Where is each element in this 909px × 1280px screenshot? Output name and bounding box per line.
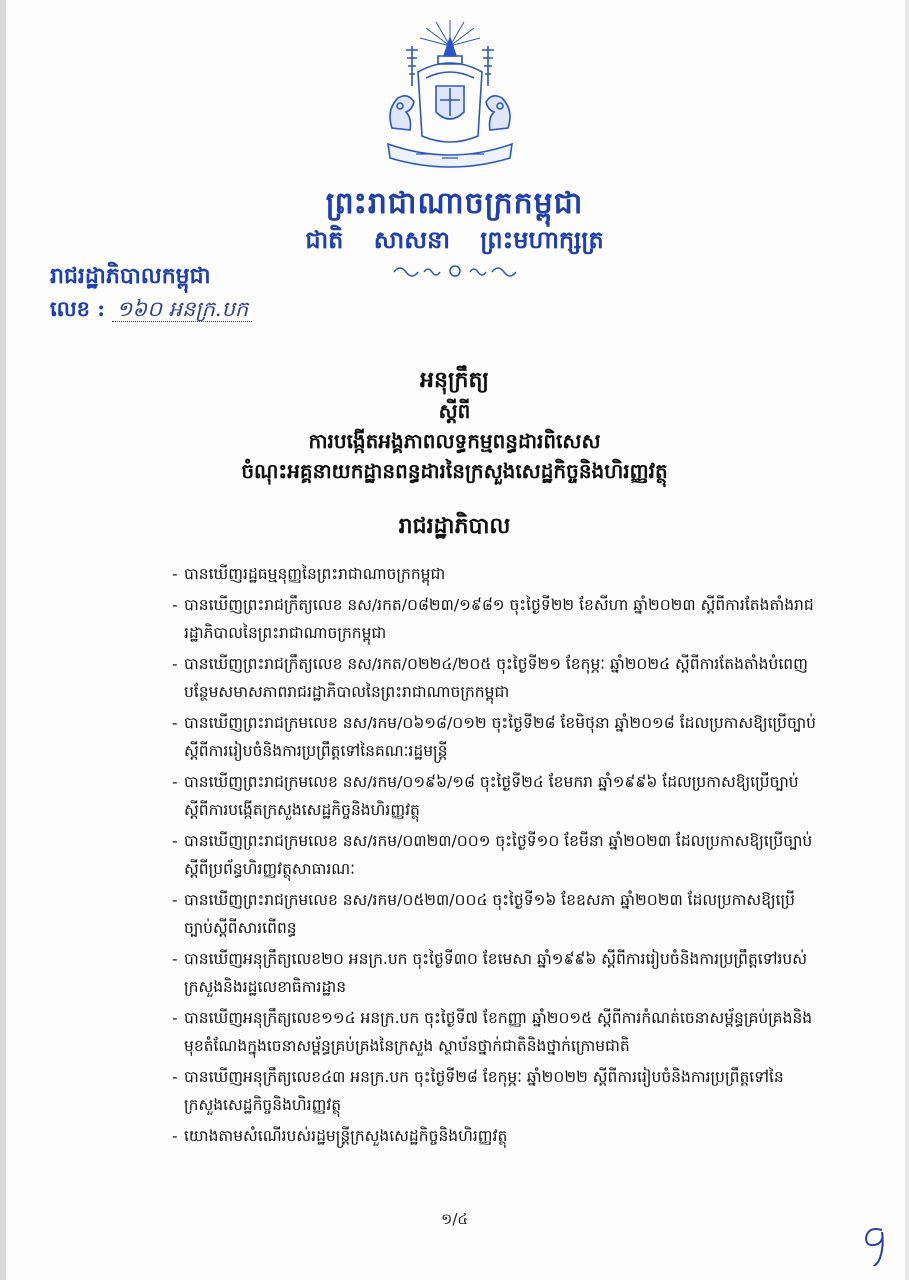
about-label: ស្តីពី [438, 399, 471, 423]
list-item: - បានឃើញព្រះរាជក្រមលេខ នស/រកម/០៣២៣/០០១ ចុះថ្ងៃទី១០ ខែមីនា ឆ្នាំ២០២៣ ដែលប្រកាសឱ្យប្រើច្បាប់ស្តីពីប្រព័ន្ធហិរញ្ញវត្ថុសាធារណៈ [172, 827, 822, 883]
subject-line-2: ចំណុះអគ្គនាយកដ្ឋានពន្ធដារនៃក្រសួងសេដ្ឋកិច្ចនិងហិរញ្ញវត្ថុ [241, 459, 668, 483]
list-item: - បានឃើញអនុក្រឹត្យលេខ១១៤ អនក្រ.បក ចុះថ្ងៃទី៧ ខែកញ្ញា ឆ្នាំ២០១៥ ស្តីពីការកំណត់ចេនាសម្ព័ន្ធគ្រប់គ្រងនិងមុខតំណែងក្នុងចេនាសម្ព័ន្ធគ្រប់គ្រងនៃក្រសួង ស្ថាប័នថ្នាក់ជាតិនិងថ្នាក់ក្រោមជាតិ [172, 1004, 822, 1060]
reference-value: ១៦០ អនក្រ.បក [112, 297, 252, 322]
subject-line-1: ការបង្កើតអង្គភាពលទ្ធកម្មពន្ធដារពិសេស [308, 429, 601, 453]
list-item: - យោងតាមសំណើរបស់រដ្ឋមន្ត្រីក្រសួងសេដ្ឋកិច្ចនិងហិរញ្ញវត្ថុ [172, 1122, 822, 1150]
ornament-divider-icon [390, 262, 520, 280]
national-motto: ជាតិ សាសនា ព្រះមហាក្សត្រ [305, 225, 604, 254]
enacting-authority: រាជរដ្ឋាភិបាល [398, 513, 511, 539]
kingdom-name: ព្រះរាជាណាចក្រកម្ពុជា [325, 186, 584, 221]
reference-number [50, 296, 252, 327]
list-item: - បានឃើញរដ្ឋធម្មនុញ្ញនៃព្រះរាជាណាចក្រកម្ពុជា [172, 560, 822, 588]
list-item: - បានឃើញព្រះរាជក្រឹត្យលេខ នស/រកត/០៨២៣/១៩៨១ ចុះថ្ងៃទី២២ ខែសីហា ឆ្នាំ២០២៣ ស្តីពីការតែងតាំងរាជរដ្ឋាភិបាលនៃព្រះរាជាណាចក្រកម្ពុជា [172, 591, 822, 647]
list-item: - បានឃើញព្រះរាជក្រមលេខ នស/រកម/០៦១៨/០១២ ចុះថ្ងៃទី២៨ ខែមិថុនា ឆ្នាំ២០១៨ ដែលប្រកាសឱ្យប្រើច្បាប់ស្តីពីការរៀបចំនិងការប្រព្រឹត្តទៅនៃគណៈរដ្ឋមន្ត្រី [172, 709, 822, 765]
issuing-authority: រាជរដ្ឋាភិបាលកម្ពុជា [50, 263, 211, 289]
document-type: អនុក្រឹត្យ [420, 367, 489, 393]
legal-basis-list [172, 560, 822, 1153]
list-item: - បានឃើញព្រះរាជក្រឹត្យលេខ នស/រកត/០២២៤/២០៥ ចុះថ្ងៃទី២១ ខែកុម្ភៈ ឆ្នាំ២០២៤ ស្តីពីការតែងតាំងបំពេញបន្ថែមសមាសភាពរាជរដ្ឋាភិបាលនៃព្រះរាជាណាចក្រកម្ពុជា [172, 650, 822, 706]
list-item: - បានឃើញអនុក្រឹត្យលេខ២០ អនក្រ.បក ចុះថ្ងៃទី៣០ ខែមេសា ឆ្នាំ១៩៩៦ ស្តីពីការរៀបចំនិងការប្រព្រឹត្តទៅរបស់ក្រសួងនិងរដ្ឋលេខាធិការដ្ឋាន [172, 945, 822, 1001]
handwritten-initial-icon [860, 1222, 892, 1266]
page-number: ១/៤ [440, 1210, 469, 1228]
reference-label: លេខ : [50, 296, 106, 321]
royal-coat-of-arms-icon [370, 16, 530, 174]
list-item: - បានឃើញព្រះរាជក្រមលេខ នស/រកម/០១៩៦/១៨ ចុះថ្ងៃទី២៤ ខែមករា ឆ្នាំ១៩៩៦ ដែលប្រកាសឱ្យប្រើច្បាប់ស្តីពីការបង្កើតក្រសួងសេដ្ឋកិច្ចនិងហិរញ្ញវត្ថុ [172, 768, 822, 824]
list-item: - បានឃើញព្រះរាជក្រមលេខ នស/រកម/០៥២៣/០០៤ ចុះថ្ងៃទី១៦ ខែឧសភា ឆ្នាំ២០២៣ ដែលប្រកាសឱ្យប្រើច្បាប់ស្តីពីសារពើពន្ធ [172, 886, 822, 942]
list-item: - បានឃើញអនុក្រឹត្យលេខ៤៣ អនក្រ.បក ចុះថ្ងៃទី២៨ ខែកុម្ភៈ ឆ្នាំ២០២២ ស្តីពីការរៀបចំនិងការប្រព្រឹត្តទៅនៃក្រសួងសេដ្ឋកិច្ចនិងហិរញ្ញវត្ថុ [172, 1063, 822, 1119]
